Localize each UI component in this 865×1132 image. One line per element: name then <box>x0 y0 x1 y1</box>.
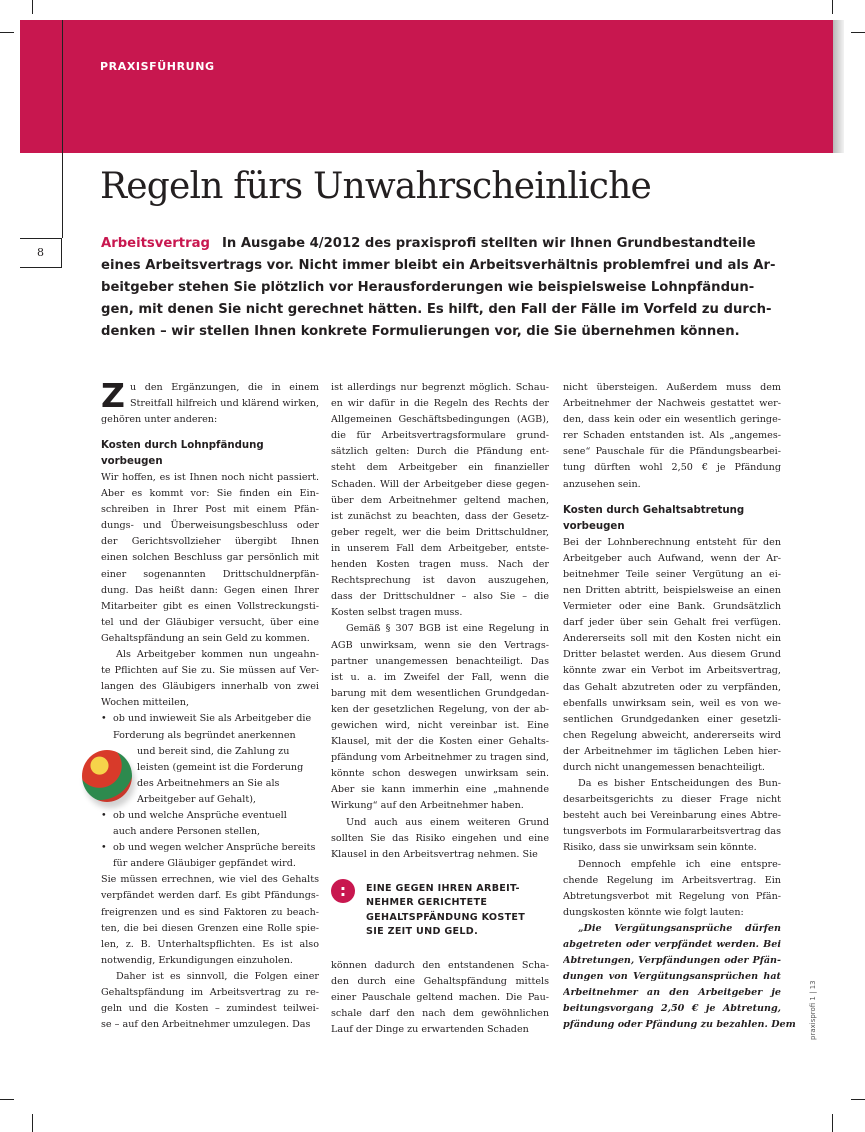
colon-icon: : <box>331 879 355 903</box>
text-line: dungs- und Überweisungsbeschluss oder <box>101 520 319 532</box>
text-line: über dem Arbeitnehmer geltend machen, <box>331 494 549 506</box>
text-line: können dadurch den entstandenen Scha- <box>331 960 549 971</box>
page-number: 8 <box>20 238 62 268</box>
text-line: dung. Das heißt dann: Gegen einen Ihrer <box>101 584 319 596</box>
column-2 <box>331 380 549 863</box>
text-line: notwendig, Erkundigungen einzuholen. <box>101 954 293 966</box>
paragraph <box>331 621 549 814</box>
text-line: Kosten selbst tragen muss. <box>331 607 463 619</box>
text-line: desarbeitsgerichts zu dieser Frage nicht <box>563 794 781 806</box>
column-2-continued <box>331 958 549 1038</box>
text-line: auch andere Personen stellen, <box>113 826 261 838</box>
text-line: steht dem Arbeitgeber ein finanzieller <box>331 462 549 474</box>
text-line: Streitfall hilfreich und klärend wirken, <box>129 398 319 410</box>
bullet-item <box>101 840 319 856</box>
text-line: könnte schon deswegen unwirksam sein. <box>331 768 549 780</box>
section-label: PRAXISFÜHRUNG <box>100 60 215 73</box>
text-line: Aber sie kann immerhin eine „mahnende <box>331 784 549 796</box>
pull-quote-text <box>366 882 551 940</box>
text-line: schreiben in Ihrer Post mit einem Pfän- <box>101 504 319 516</box>
text-line: freigrenzen und es sind Faktoren zu beach- <box>101 906 319 918</box>
text-line: für andere Gläubiger gepfändet wird. <box>113 858 296 870</box>
text-line: Wirkung“ auf den Arbeitnehmer haben. <box>331 800 524 812</box>
text-line: die für Arbeitsvertragsformulare grund- <box>331 430 549 442</box>
text-line: Risiko, dass sie unwirksam sein könnte. <box>563 842 757 854</box>
lead-text: In Ausgabe 4/2012 des praxisprofi stellten wir Ihnen Grundbestandteile <box>221 236 756 251</box>
paragraph <box>563 535 781 776</box>
text-line: einer sogenannten Drittschuldnerpfän- <box>101 568 319 580</box>
crop-mark <box>32 0 33 14</box>
text-line: einen solchen Beschluss gar persönlich mit <box>101 552 319 564</box>
paragraph <box>563 857 781 921</box>
drop-cap: Z <box>101 376 125 415</box>
text-line: te Pflichten auf Sie zu. Sie müssen auf Ver- <box>101 665 319 677</box>
text-line: henden Kosten tragen muss. Nach der <box>331 559 549 571</box>
text-line: se – auf den Arbeitnehmer umzulegen. Das <box>101 1019 311 1031</box>
crop-mark <box>832 0 833 14</box>
text-line: Gehaltspfändung im Arbeitsvertrag zu re- <box>101 987 319 998</box>
text-line: verpfändet werden darf. Es gibt Pfändungs- <box>101 890 319 902</box>
article-lead <box>101 233 776 343</box>
crop-mark <box>851 1099 865 1100</box>
text-line: ken der gesetzlichen Regelung, von der ab- <box>331 703 549 715</box>
text-line: Als Arbeitgeber kommen nun ungeahn- <box>116 649 319 661</box>
text-line: der Gerichtsvollzieher übergibt Ihnen <box>101 536 319 548</box>
bullet-text: ob und wegen welcher Ansprüche bereits <box>113 842 316 854</box>
text-line: Arbeitnehmer an den Arbeitgeber je <box>563 987 781 999</box>
paragraph <box>101 969 319 1033</box>
text-line: Gemäß § 307 BGB ist eine Regelung in <box>346 623 549 635</box>
text-line: und bereit sind, die Zahlung zu <box>137 745 290 757</box>
text-line: Abtretungsverbot mit Regelung von Pfän- <box>563 890 781 902</box>
bullet-text: ob und inwieweit Sie als Arbeitgeber die <box>113 713 312 725</box>
text-line: ebenfalls unwirksam sein, weil es von we- <box>563 697 781 709</box>
text-line: sollten Sie das Risiko eingehen und eine <box>331 832 549 844</box>
text-line: anzusehen sein. <box>563 478 641 490</box>
paragraph <box>331 958 549 1038</box>
pull-quote-line: GEHALTSPFÄNDUNG KOSTET <box>366 911 526 923</box>
text-line: u den Ergänzungen, die in einem <box>129 382 319 393</box>
text-line: dass der Drittschuldner – also Sie – die <box>331 591 549 603</box>
bullet-list <box>101 711 319 872</box>
pull-quote-line: EINE GEGEN IHREN ARBEIT- <box>366 883 520 894</box>
text-line: partner unangemessen benachteiligt. Das <box>331 655 549 667</box>
text-line: Wir hoffen, es ist Ihnen noch nicht passiert. <box>101 472 319 483</box>
banner-shadow <box>833 20 844 153</box>
text-line: tungsverbots im Formulararbeitsvertrag das <box>563 826 781 838</box>
bullet-item <box>101 711 319 727</box>
text-line: Sie müssen errechnen, wie viel des Gehalts <box>101 874 319 886</box>
text-line: schale darf den nach dem gewöhnlichen <box>331 1008 549 1020</box>
text-line: Mitarbeiter gibt es einen Vollstreckungsti- <box>101 600 319 612</box>
column-3 <box>563 380 796 1034</box>
text-line: pfändung vom Arbeitnehmer zu tragen sind, <box>331 752 549 764</box>
text-line: Und auch aus einem weiteren Grund <box>346 816 549 828</box>
text-line: Arbeitnehmer der Nachweis gestattet wer- <box>563 398 781 410</box>
text-line: darf jeder über sein Gehalt frei verfügen. <box>563 617 781 629</box>
text-line: abgetreten oder verpfändet werden. Bei <box>563 939 781 950</box>
crop-mark <box>32 1114 33 1132</box>
text-line: chen Regelung abweicht, andererseits wird <box>563 729 781 741</box>
text-line: ten, die bei diesen Grenzen eine Rolle spie- <box>101 922 319 934</box>
bullet-icon: • <box>101 809 107 821</box>
text-line: leisten (gemeint ist die Forderung <box>137 761 304 773</box>
intro-paragraph <box>101 376 319 428</box>
text-line: sätzlich gelten: Durch die Pfändung ent- <box>331 446 549 458</box>
text-line: gewichen wird, nicht vereinbar ist. Eine <box>331 719 549 731</box>
paragraph <box>563 380 781 493</box>
margin-rule <box>62 20 63 238</box>
text-line: Rechtsprechung ist davon auszugehen, <box>331 575 549 587</box>
text-line: Lauf der Dinge zu erwartenden Schaden <box>331 1024 529 1036</box>
text-line: Abtretungen, Verpfändungen oder Pfän- <box>563 955 781 967</box>
text-line: Dennoch empfehle ich eine entspre- <box>578 858 781 870</box>
subheading: vorbeugen <box>563 520 625 532</box>
paragraph <box>101 470 319 647</box>
text-line: in unserem Fall dem Arbeitgeber, entste- <box>331 542 549 554</box>
text-line: geln und die Kosten – zumindest teilwei- <box>101 1003 319 1015</box>
paragraph <box>331 815 549 863</box>
text-line: sene“ Pauschale für die Pfändungsbearbei- <box>563 446 781 458</box>
text-line: Schaden. Will der Arbeitgeber diese gegen- <box>331 478 549 490</box>
text-line: langen des Gläubigers innerhalb von zwei <box>101 681 319 693</box>
text-line: tung dürften wohl 2,50 € je Pfändung <box>563 462 781 474</box>
lead-kicker: Arbeitsvertrag <box>101 236 210 251</box>
contract-quote <box>563 921 796 1034</box>
subheading: vorbeugen <box>101 456 163 467</box>
text-line: könnte zwar ein Verbot im Arbeitsvertrag, <box>563 665 781 677</box>
text-line: Allgemeinen Geschäftsbedingungen (AGB), <box>331 414 549 426</box>
text-line: chende Regelung im Arbeitsvertrag. Ein <box>563 874 781 886</box>
text-line: durch nicht unangemessen benachteiligt. <box>563 761 765 773</box>
header-banner <box>20 20 833 153</box>
text-line: ist zunächst zu beachten, dass der Gesetz- <box>331 510 549 522</box>
lead-line: denken – wir stellen Ihnen konkrete Formulierungen vor, die Sie übernehmen können. <box>101 324 740 339</box>
crop-mark <box>0 1099 14 1100</box>
paragraph <box>101 872 319 969</box>
text-line: rer Schaden entstanden ist. Als „angemes- <box>563 430 781 442</box>
text-line: Andererseits soll mit den Kosten nicht ein <box>563 633 781 645</box>
bullet-icon: • <box>101 713 107 725</box>
text-line: ist allerdings nur begrenzt möglich. Schau- <box>331 382 549 393</box>
bullet-icon: • <box>101 842 107 854</box>
crop-mark <box>832 1114 833 1132</box>
text-line: Bei der Lohnberechnung entsteht für den <box>563 536 781 548</box>
text-line: beitungsvorgang 2,50 € je Abtretung, <box>563 1003 781 1015</box>
text-line: ist u. a. im Zweifel der Fall, wenn die <box>331 671 549 683</box>
paragraph <box>563 776 781 856</box>
text-line: den, dass kein oder ein wesentlich geringe- <box>563 414 781 426</box>
lead-line: eines Arbeitsvertrags vor. Nicht immer bleibt ein Arbeitsverhältnis problemfrei und als Ar- <box>101 258 776 273</box>
text-line: Aber es kommt vor: Sie finden ein Ein- <box>101 488 319 500</box>
text-line: „Die Vergütungsansprüche dürfen <box>578 922 781 934</box>
paragraph <box>101 647 319 711</box>
text-line: besteht auch bei Vereinbarung eines Abtre- <box>563 810 781 822</box>
crop-mark <box>851 32 865 33</box>
subheading: Kosten durch Lohnpfändung <box>101 440 264 451</box>
text-line: einer Pauschale geltend machen. Die Pau- <box>331 992 549 1004</box>
text-line: Daher ist es sinnvoll, die Folgen einer <box>116 970 319 982</box>
text-line: Klausel, mit der die Kosten einer Gehalts- <box>331 736 549 748</box>
crop-mark <box>0 32 14 33</box>
text-line: beitnehmer Teile seiner Vergütung an ei- <box>563 568 781 580</box>
text-line: Dritter belastet werden. Aus diesem Grund <box>563 649 781 661</box>
text-line: den durch eine Gehaltspfändung mittels <box>331 976 549 988</box>
subheading: Kosten durch Gehaltsabtretung <box>563 504 745 516</box>
text-line: nicht übersteigen. Außerdem muss dem <box>563 382 781 393</box>
pull-quote-line: NEHMER GERICHTETE <box>366 897 488 909</box>
text-line: dungskosten könnte wie folgt lauten: <box>563 906 744 918</box>
text-line: geber regelt, wer die beim Drittschuldner, <box>331 526 549 538</box>
pull-quote-line: SIE ZEIT UND GELD. <box>366 926 479 938</box>
lead-line: gen, mit denen Sie nicht gerechnet hätten. Es hilft, den Fall der Fälle im Vorfeld zu durch- <box>101 302 772 317</box>
text-line: Arbeitgeber auch Aufwand, wenn der Ar- <box>563 552 781 564</box>
text-line: Gehaltspfändung an sein Geld zu kommen. <box>101 632 310 644</box>
bullet-text: ob und welche Ansprüche eventuell <box>113 809 287 821</box>
paragraph <box>331 380 549 621</box>
text-line: sentlichen Grundgedanken einer gesetzli- <box>563 713 781 725</box>
text-line: en wir dafür in die Regeln des Rechts der <box>331 398 549 410</box>
bullet-item <box>101 808 319 824</box>
text-line: Wochen mitteilen, <box>101 697 190 709</box>
text-line: Forderung als begründet anerkennen <box>113 729 296 741</box>
text-line: tel und der Gläubiger versucht, über eine <box>101 616 319 628</box>
text-line: des Arbeitnehmers an Sie als <box>137 777 280 789</box>
article-title: Regeln fürs Unwahrscheinliche <box>100 166 652 207</box>
lead-line <box>101 233 756 255</box>
text-line: der Arbeitnehmer im täglichen Leben hier- <box>563 745 781 757</box>
text-line: Vermieter oder eine Bank. Grundsätzlich <box>563 601 781 613</box>
text-line: das Gehalt abzutreten oder zu verpfänden, <box>563 681 781 693</box>
column-1 <box>101 376 319 1033</box>
lead-line: beitgeber stehen Sie plötzlich vor Herausforderungen wie beispielsweise Lohnpfändun- <box>101 280 755 295</box>
text-line: nen Dritten abtritt, beispielsweise an einen <box>563 584 781 596</box>
text-line: AGB unwirksam, wenn sie den Vertrags- <box>331 639 549 651</box>
text-line: Da es bisher Entscheidungen des Bun- <box>578 778 781 790</box>
text-line: gehören unter anderen: <box>101 414 218 426</box>
issue-label: praxisprofi 1 | 13 <box>809 980 817 1040</box>
text-line: Arbeitgeber auf Gehalt), <box>137 793 256 805</box>
text-line: Klausel in den Arbeitsvertrag nehmen. Sie <box>331 848 538 860</box>
text-line: len, z. B. Unterhaltspflichten. Es ist also <box>101 938 319 950</box>
text-line: pfändung oder Pfändung zu bezahlen. Dem <box>563 1019 796 1031</box>
text-line: dungen von Vergütungsansprüchen hat <box>563 971 781 983</box>
text-line: barung mit dem wesentlichen Grundgedan- <box>331 687 549 699</box>
